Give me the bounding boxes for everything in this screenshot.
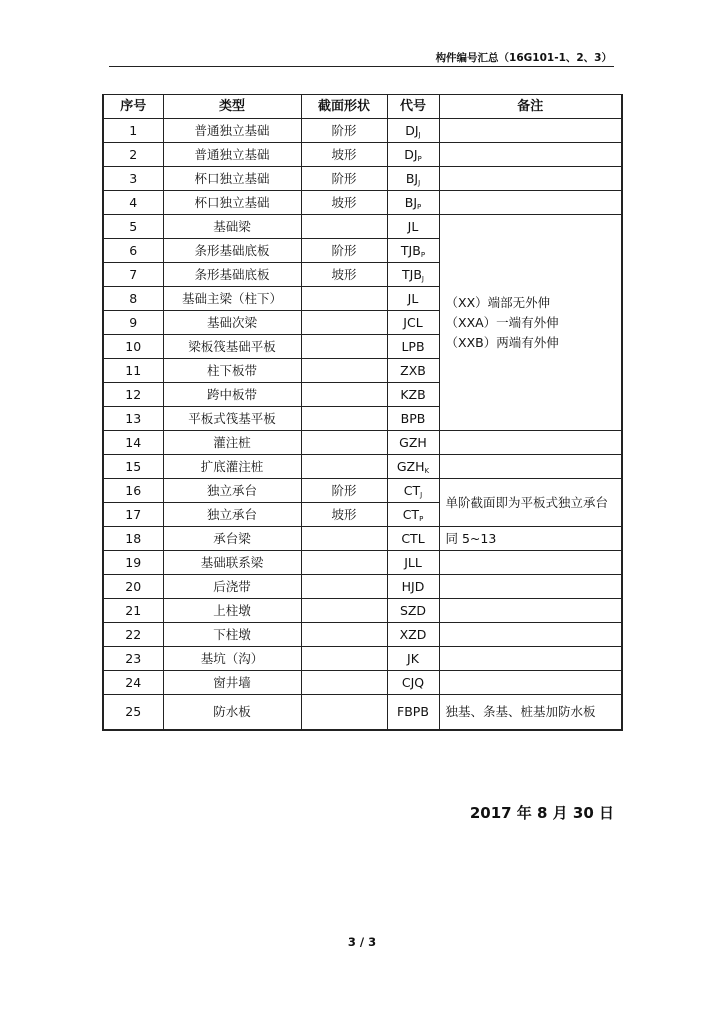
row-number: 10 bbox=[103, 335, 163, 359]
row-remarks bbox=[439, 671, 622, 695]
row-remarks bbox=[439, 599, 622, 623]
component-code-table bbox=[102, 94, 623, 731]
row-number: 12 bbox=[103, 383, 163, 407]
table-row bbox=[103, 143, 622, 167]
row-section-shape bbox=[301, 575, 387, 599]
code-main: LPB bbox=[401, 338, 425, 354]
row-remarks bbox=[439, 119, 622, 143]
remarks-line: （XXB）两端有外伸 bbox=[445, 334, 559, 350]
row-type: 上柱墩 bbox=[163, 599, 301, 623]
code-subscript: P bbox=[417, 202, 422, 211]
code-main: TJB bbox=[400, 242, 421, 258]
row-code bbox=[387, 119, 439, 143]
row-code bbox=[387, 215, 439, 239]
row-remarks bbox=[439, 455, 622, 479]
row-type: 普通独立基础 bbox=[163, 143, 301, 167]
col-header-no: 序号 bbox=[103, 95, 163, 119]
code-main: TJB bbox=[402, 266, 422, 282]
row-code bbox=[387, 575, 439, 599]
row-type: 灌注桩 bbox=[163, 431, 301, 455]
row-section-shape bbox=[301, 359, 387, 383]
row-remarks bbox=[439, 191, 622, 215]
code-main: XZD bbox=[399, 626, 427, 642]
row-code bbox=[387, 167, 439, 191]
row-section-shape bbox=[301, 335, 387, 359]
row-section-shape bbox=[301, 527, 387, 551]
row-code bbox=[387, 551, 439, 575]
code-main: FBPB bbox=[397, 704, 429, 719]
row-type: 条形基础底板 bbox=[163, 263, 301, 287]
code-main: CT bbox=[403, 482, 421, 498]
row-remarks bbox=[439, 623, 622, 647]
table-row bbox=[103, 431, 622, 455]
table-row bbox=[103, 479, 622, 503]
row-section-shape: 坡形 bbox=[301, 263, 387, 287]
row-section-shape: 坡形 bbox=[301, 503, 387, 527]
table-row bbox=[103, 191, 622, 215]
row-type: 梁板筏基础平板 bbox=[163, 335, 301, 359]
row-section-shape: 坡形 bbox=[301, 191, 387, 215]
col-header-remarks: 备注 bbox=[439, 95, 622, 119]
table-row bbox=[103, 647, 622, 671]
page-number: 3 / 3 bbox=[347, 935, 377, 949]
code-main: BJ bbox=[404, 194, 418, 210]
row-number: 1 bbox=[103, 119, 163, 143]
row-code bbox=[387, 455, 439, 479]
row-section-shape bbox=[301, 599, 387, 623]
row-type: 窗井墙 bbox=[163, 671, 301, 695]
table-row bbox=[103, 167, 622, 191]
row-section-shape: 阶形 bbox=[301, 239, 387, 263]
row-section-shape bbox=[301, 647, 387, 671]
row-type: 防水板 bbox=[163, 695, 301, 731]
row-number: 25 bbox=[103, 695, 163, 731]
col-header-code: 代号 bbox=[387, 95, 439, 119]
code-main: ZXB bbox=[400, 362, 426, 378]
code-main: CTL bbox=[401, 530, 425, 546]
row-number: 3 bbox=[103, 167, 163, 191]
row-type: 杯口独立基础 bbox=[163, 167, 301, 191]
row-section-shape bbox=[301, 455, 387, 479]
row-section-shape: 阶形 bbox=[301, 167, 387, 191]
code-main: JL bbox=[407, 290, 419, 306]
table-row bbox=[103, 623, 622, 647]
document-date: 2017 年 8 月 30 日 bbox=[469, 804, 614, 822]
remarks-line: （XX）端部无外伸 bbox=[445, 294, 551, 310]
row-number: 24 bbox=[103, 671, 163, 695]
table-header-row bbox=[103, 95, 622, 119]
header-rule bbox=[109, 66, 614, 67]
row-type: 后浇带 bbox=[163, 575, 301, 599]
code-main: GZH bbox=[396, 458, 425, 474]
row-section-shape bbox=[301, 551, 387, 575]
row-code bbox=[387, 647, 439, 671]
row-remarks bbox=[439, 551, 622, 575]
code-main: JK bbox=[407, 650, 419, 666]
row-type: 基础次梁 bbox=[163, 311, 301, 335]
row-number: 21 bbox=[103, 599, 163, 623]
code-main: DJ bbox=[405, 122, 419, 138]
row-code bbox=[387, 671, 439, 695]
remarks-cap-beam: 同 5~13 bbox=[439, 527, 622, 551]
row-section-shape bbox=[301, 431, 387, 455]
code-main: HJD bbox=[401, 578, 425, 594]
row-number: 7 bbox=[103, 263, 163, 287]
row-code bbox=[387, 695, 439, 731]
table-row bbox=[103, 671, 622, 695]
row-number: 19 bbox=[103, 551, 163, 575]
code-main: JLL bbox=[404, 554, 422, 570]
row-code bbox=[387, 431, 439, 455]
row-code bbox=[387, 287, 439, 311]
row-number: 14 bbox=[103, 431, 163, 455]
code-main: CJQ bbox=[401, 674, 425, 690]
code-subscript: P bbox=[417, 154, 422, 163]
table-row bbox=[103, 527, 622, 551]
table-row bbox=[103, 215, 622, 239]
row-code bbox=[387, 359, 439, 383]
code-subscript: P bbox=[419, 514, 424, 523]
code-main: BPB bbox=[400, 410, 426, 426]
table-row bbox=[103, 695, 622, 731]
row-type: 独立承台 bbox=[163, 479, 301, 503]
row-section-shape: 阶形 bbox=[301, 119, 387, 143]
row-code bbox=[387, 623, 439, 647]
row-section-shape bbox=[301, 407, 387, 431]
table-row bbox=[103, 551, 622, 575]
remarks-beam-extension bbox=[439, 215, 622, 431]
row-code bbox=[387, 335, 439, 359]
code-subscript: J bbox=[420, 490, 423, 499]
row-type: 基础主梁（柱下） bbox=[163, 287, 301, 311]
row-type: 条形基础底板 bbox=[163, 239, 301, 263]
row-code bbox=[387, 263, 439, 287]
row-type: 基础梁 bbox=[163, 215, 301, 239]
code-main: GZH bbox=[399, 434, 427, 450]
row-remarks bbox=[439, 647, 622, 671]
row-code bbox=[387, 503, 439, 527]
row-code bbox=[387, 383, 439, 407]
row-type: 基础联系梁 bbox=[163, 551, 301, 575]
code-main: DJ bbox=[404, 146, 418, 162]
row-type: 跨中板带 bbox=[163, 383, 301, 407]
code-main: SZD bbox=[399, 602, 427, 618]
row-type: 杯口独立基础 bbox=[163, 191, 301, 215]
row-type: 扩底灌注桩 bbox=[163, 455, 301, 479]
table-row bbox=[103, 599, 622, 623]
row-number: 11 bbox=[103, 359, 163, 383]
row-number: 8 bbox=[103, 287, 163, 311]
row-number: 5 bbox=[103, 215, 163, 239]
row-number: 6 bbox=[103, 239, 163, 263]
row-remarks bbox=[439, 575, 622, 599]
row-section-shape bbox=[301, 311, 387, 335]
code-main: BJ bbox=[405, 170, 419, 186]
col-header-type: 类型 bbox=[163, 95, 301, 119]
row-type: 基坑（沟） bbox=[163, 647, 301, 671]
code-subscript: P bbox=[420, 250, 426, 259]
row-type: 柱下板带 bbox=[163, 359, 301, 383]
row-section-shape bbox=[301, 287, 387, 311]
row-section-shape bbox=[301, 215, 387, 239]
row-code bbox=[387, 239, 439, 263]
row-section-shape bbox=[301, 383, 387, 407]
code-subscript: K bbox=[424, 466, 430, 475]
document-title: 构件编号汇总（16G101-1、2、3） bbox=[435, 52, 612, 64]
row-code bbox=[387, 311, 439, 335]
code-main: CT bbox=[402, 506, 420, 522]
remarks-waterproof-slab: 独基、条基、桩基加防水板 bbox=[439, 695, 622, 731]
row-number: 9 bbox=[103, 311, 163, 335]
row-number: 13 bbox=[103, 407, 163, 431]
row-number: 23 bbox=[103, 647, 163, 671]
col-header-shape: 截面形状 bbox=[301, 95, 387, 119]
remarks-pile-cap: 单阶截面即为平板式独立承台 bbox=[439, 479, 622, 527]
row-number: 22 bbox=[103, 623, 163, 647]
table-row bbox=[103, 575, 622, 599]
code-main: JL bbox=[407, 218, 419, 234]
row-code bbox=[387, 191, 439, 215]
code-subscript: J bbox=[418, 130, 421, 139]
row-code bbox=[387, 143, 439, 167]
code-main: KZB bbox=[400, 386, 426, 402]
code-main: JCL bbox=[403, 314, 423, 330]
row-number: 20 bbox=[103, 575, 163, 599]
table-row bbox=[103, 119, 622, 143]
row-number: 4 bbox=[103, 191, 163, 215]
table-row bbox=[103, 455, 622, 479]
row-type: 独立承台 bbox=[163, 503, 301, 527]
row-section-shape bbox=[301, 695, 387, 731]
row-number: 16 bbox=[103, 479, 163, 503]
row-type: 下柱墩 bbox=[163, 623, 301, 647]
row-number: 17 bbox=[103, 503, 163, 527]
row-code bbox=[387, 599, 439, 623]
row-section-shape: 坡形 bbox=[301, 143, 387, 167]
row-section-shape: 阶形 bbox=[301, 479, 387, 503]
row-number: 15 bbox=[103, 455, 163, 479]
row-number: 2 bbox=[103, 143, 163, 167]
row-code bbox=[387, 527, 439, 551]
row-remarks bbox=[439, 167, 622, 191]
code-subscript: J bbox=[421, 274, 424, 283]
row-code bbox=[387, 407, 439, 431]
row-code bbox=[387, 479, 439, 503]
row-remarks bbox=[439, 431, 622, 455]
row-type: 承台梁 bbox=[163, 527, 301, 551]
code-subscript: J bbox=[418, 178, 421, 187]
row-type: 平板式筏基平板 bbox=[163, 407, 301, 431]
row-section-shape bbox=[301, 623, 387, 647]
row-section-shape bbox=[301, 671, 387, 695]
row-type: 普通独立基础 bbox=[163, 119, 301, 143]
row-number: 18 bbox=[103, 527, 163, 551]
remarks-line: （XXA）一端有外伸 bbox=[445, 314, 559, 330]
row-remarks bbox=[439, 143, 622, 167]
